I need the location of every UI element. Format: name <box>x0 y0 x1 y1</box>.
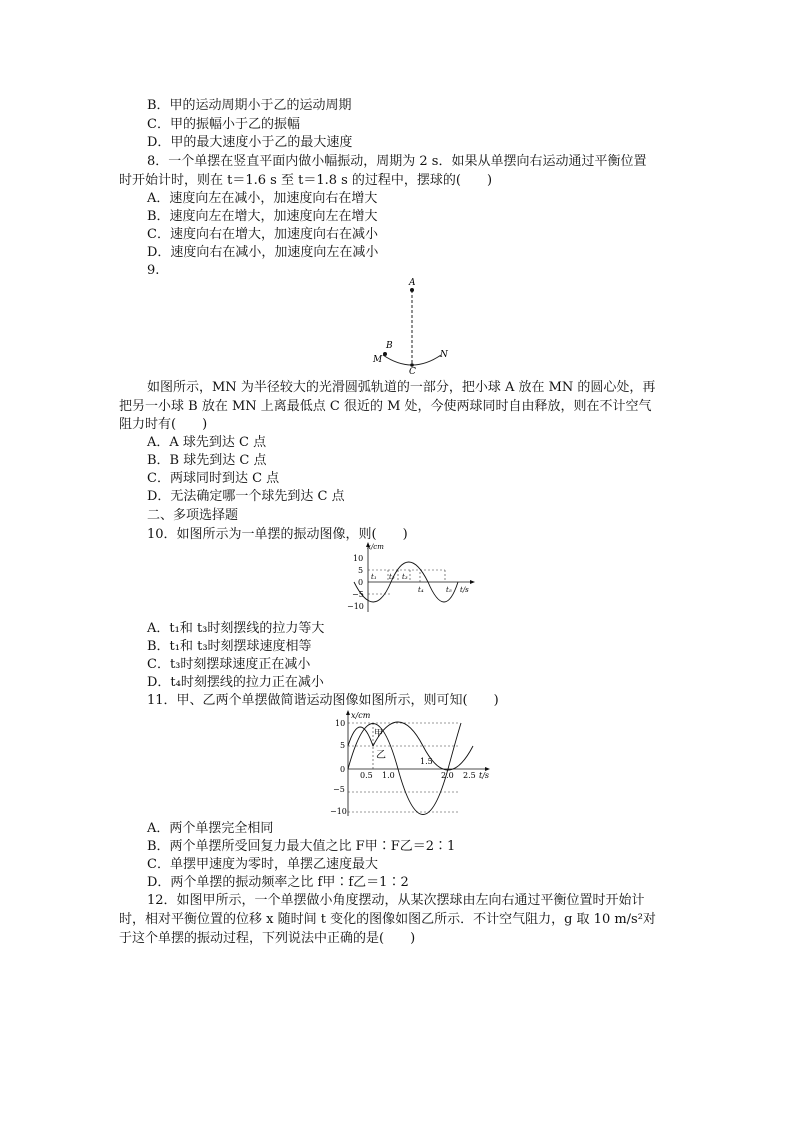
xtick-0.5: 0.5 <box>360 771 373 780</box>
q8-option-c: C．速度向右在增大，加速度向右在减小 <box>147 227 378 242</box>
q9-option-a: A．A 球先到达 C 点 <box>147 435 267 450</box>
q9-option-b: B．B 球先到达 C 点 <box>147 453 267 468</box>
q10-option-b: B．t₁和 t₃时刻摆球速度相等 <box>147 639 312 654</box>
xtick-2.5: 2.5 <box>463 771 476 780</box>
q12-line2: 时，相对平衡位置的位移 x 随时间 t 变化的图像如图乙所示．不计空气阻力，g 取 10 m/s²对 <box>119 912 656 927</box>
q10-stem: 10．如图所示为一单摆的振动图像，则( ) <box>147 527 408 542</box>
q10-option-c: C．t₃时刻摆球速度正在减小 <box>147 657 311 672</box>
t3-label: t₃ <box>402 573 408 581</box>
ytick-neg5: −5 <box>352 590 364 599</box>
t2-label: t₂ <box>389 573 395 581</box>
q10-figure <box>340 540 480 615</box>
q11-option-b: B．两个单摆所受回复力最大值之比 F甲∶F乙＝2∶1 <box>147 839 456 854</box>
q11-option-c: C．单摆甲速度为零时，单摆乙速度最大 <box>147 857 378 872</box>
label-yi: 乙 <box>376 750 386 761</box>
q8-option-b: B．速度向左在增大，加速度向左在增大 <box>147 209 378 224</box>
q9-option-d: D．无法确定哪一个球先到达 C 点 <box>147 489 345 504</box>
label-b: B <box>386 341 393 351</box>
ball-a <box>410 288 414 292</box>
q10-option-d: D．t₄时刻摆线的拉力正在减小 <box>147 675 324 690</box>
q9-option-c: C．两球同时到达 C 点 <box>147 471 280 486</box>
q9-number: 9. <box>147 263 160 278</box>
label-c: C <box>409 367 416 375</box>
q8-stem-line1: 8．一个单摆在竖直平面内做小幅振动，周期为 2 s．如果从单摆向右运动通过平衡位置 <box>147 154 647 169</box>
q9-figure <box>365 275 460 375</box>
xtick-1.5: 1.5 <box>420 757 433 766</box>
section-2-heading: 二、多项选择题 <box>147 508 239 523</box>
x-axis-label: t/s <box>479 771 490 780</box>
curve-yi <box>348 727 373 746</box>
q8-option-a: A．速度向左在减小，加速度向右在增大 <box>147 191 378 206</box>
t5-label: t₅ <box>446 586 452 594</box>
ball-b <box>383 352 387 356</box>
q11-option-a: A．两个单摆完全相同 <box>147 821 274 836</box>
q9-stem-line1: 如图所示，MN 为半径较大的光滑圆弧轨道的一部分，把小球 A 放在 MN 的圆心处，再 <box>147 380 656 395</box>
t4-label: t₄ <box>418 586 424 594</box>
q8-stem-line2: 时开始计时，则在 t＝1.6 s 至 t＝1.8 s 的过程中，摆球的( ) <box>119 173 493 188</box>
q11-option-d: D．两个单摆的振动频率之比 f甲∶f乙＝1∶2 <box>147 875 409 890</box>
x-axis-label: t/s <box>460 586 469 594</box>
q11-figure <box>330 708 500 820</box>
q7-option-c: C．甲的振幅小于乙的振幅 <box>147 117 300 132</box>
q10-option-a: A．t₁和 t₃时刻摆线的拉力等大 <box>147 621 325 636</box>
ytick-0: 0 <box>340 765 346 774</box>
t1-label: t₁ <box>371 573 377 581</box>
q11-stem: 11．甲、乙两个单摆做简谐运动图像如图所示，则可知( ) <box>147 693 499 708</box>
q9-stem-line3: 阻力时有( ) <box>119 417 208 432</box>
q7-option-d: D．甲的最大速度小于乙的最大速度 <box>147 135 353 150</box>
label-m: M <box>373 355 383 365</box>
xtick-2.0: 2.0 <box>441 771 454 780</box>
q12-line1: 12．如图甲所示，一个单摆做小角度摆动，从某次摆球由左向右通过平衡位置时开始计 <box>147 893 645 908</box>
ytick-10: 10 <box>335 719 346 728</box>
label-n: N <box>440 350 448 360</box>
ytick-0: 0 <box>358 578 364 587</box>
ytick-5: 5 <box>358 566 364 575</box>
q7-option-b: B．甲的运动周期小于乙的运动周期 <box>147 98 352 113</box>
label-jia: 甲 <box>374 729 384 739</box>
y-axis-label: x/cm <box>367 543 384 551</box>
q12-line3: 于这个单摆的振动过程，下列说法中正确的是( ) <box>119 931 416 946</box>
xtick-1.0: 1.0 <box>382 771 395 780</box>
label-a: A <box>409 278 416 288</box>
ytick-5: 5 <box>340 741 346 750</box>
q8-option-d: D．速度向右在减小，加速度向左在减小 <box>147 245 379 260</box>
ytick-neg5: −5 <box>333 785 345 794</box>
ytick-10: 10 <box>353 554 364 563</box>
ytick-neg10: −10 <box>330 807 347 816</box>
y-axis-label: x/cm <box>351 711 371 720</box>
ytick-neg10: −10 <box>347 602 364 611</box>
q9-stem-line2: 把另一小球 B 放在 MN 上离最低点 C 很近的 M 处，今使两球同时自由释放，则在不计空气 <box>119 399 652 414</box>
